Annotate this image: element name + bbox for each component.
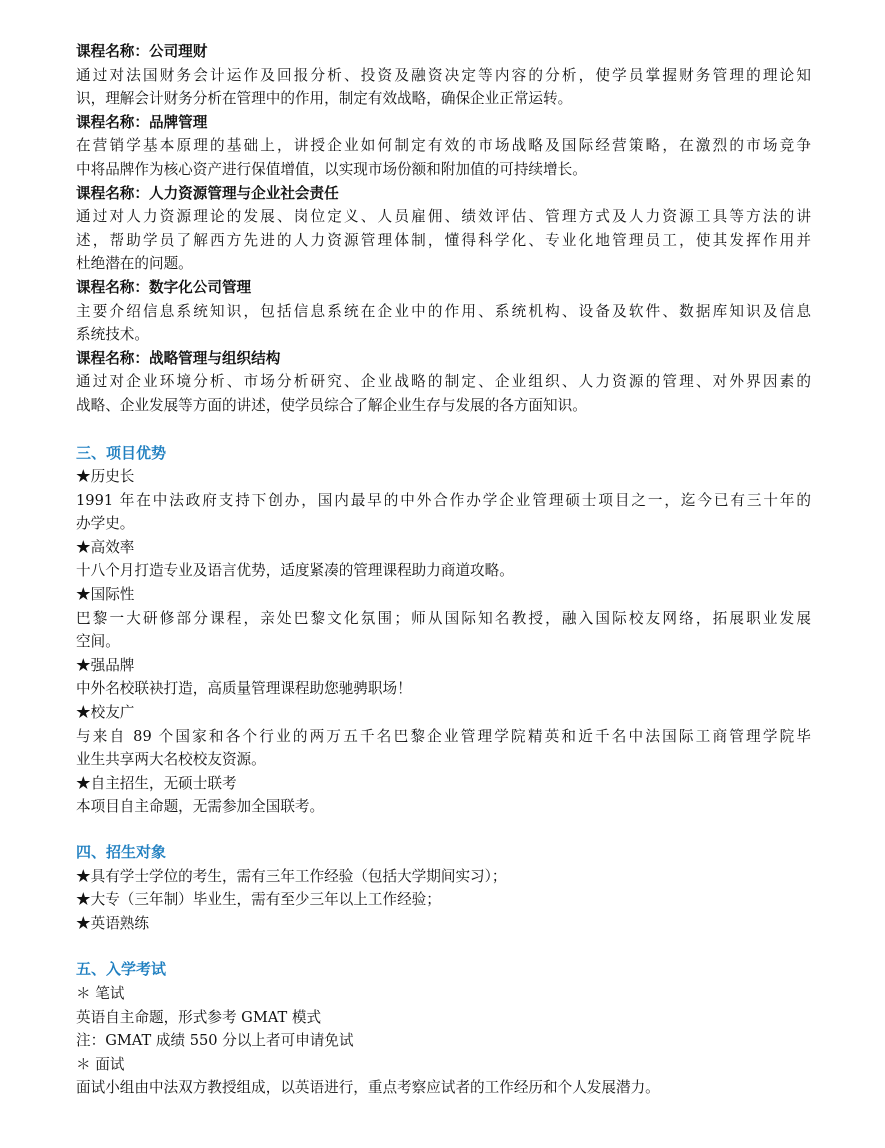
exam-line: ＊ 面试 — [76, 1055, 125, 1073]
course-desc-line: 中将品牌作为核心资产进行保值增值，以实现市场份额和附加值的可持续增长。 — [76, 160, 587, 178]
section-heading-exam: 五、入学考试 — [76, 960, 167, 979]
advantage-desc-line: 中外名校联袂打造，高质量管理课程助您驰骋职场！ — [76, 680, 412, 698]
advantage-label: ★历史长 — [76, 468, 135, 486]
document-page — [76, 40, 811, 1100]
course-desc-line: 述，帮助学员了解西方先进的人力资源管理体制，懂得科学化、专业化地管理员工，使其发挥作用并 — [76, 231, 811, 249]
section-heading-targets: 四、招生对象 — [76, 843, 167, 861]
course-desc-line: 通过对企业环境分析、市场分析研究、企业战略的制定、企业组织、人力资源的管理、对外界因素的 — [76, 373, 811, 391]
course-desc-line: 识，理解会计财务分析在管理中的作用，制定有效战略，确保企业正常运转。 — [76, 90, 573, 108]
course-title: 课程名称：品牌管理 — [76, 113, 208, 131]
section-heading-advantages: 三、项目优势 — [76, 443, 167, 462]
advantage-desc-line: 十八个月打造专业及语言优势，适度紧凑的管理课程助力商道攻略。 — [76, 562, 514, 580]
course-desc-line: 通过对法国财务会计运作及回报分析、投资及融资决定等内容的分析，使学员掌握财务管理的理论知 — [76, 66, 811, 84]
advantage-desc-line: 1991 年在中法政府支持下创办，国内最早的中外合作办学企业管理硕士项目之一，迄今已有三十年的 — [76, 491, 811, 509]
course-title: 课程名称：公司理财 — [76, 43, 208, 60]
course-desc-line: 在营销学基本原理的基础上，讲授企业如何制定有效的市场战略及国际经营策略，在激烈的市场竞争 — [76, 137, 811, 155]
course-title: 课程名称：数字化公司管理 — [76, 278, 252, 296]
advantage-desc-line: 与来自 89 个国家和各个行业的两万五千名巴黎企业管理学院精英和近千名中法国际工商管理学院毕 — [76, 727, 811, 745]
target-item: ★大专（三年制）毕业生，需有至少三年以上工作经验； — [76, 891, 441, 909]
target-item: ★英语熟练 — [76, 914, 149, 932]
advantage-label: ★国际性 — [76, 586, 135, 604]
course-desc-line: 主要介绍信息系统知识，包括信息系统在企业中的作用、系统机构、设备及软件、数据库知识及信息 — [76, 302, 811, 320]
course-title: 课程名称：人力资源管理与企业社会责任 — [76, 184, 339, 202]
advantage-desc-line: 业生共享两大名校校友资源。 — [76, 751, 266, 769]
course-desc-line: 通过对人力资源理论的发展、岗位定义、人员雇佣、绩效评估、管理方式及人力资源工具等方法的讲 — [76, 208, 811, 226]
course-desc-line: 系统技术。 — [76, 326, 149, 344]
exam-line: ＊ 笔试 — [76, 984, 125, 1002]
exam-line: 注：GMAT 成绩 550 分以上者可申请免试 — [76, 1032, 354, 1050]
advantage-label: ★自主招生，无硕士联考 — [76, 774, 237, 792]
advantage-desc-line: 办学史。 — [76, 515, 135, 533]
advantage-desc-line: 空间。 — [76, 633, 120, 651]
course-desc-line: 杜绝潜在的问题。 — [76, 255, 193, 273]
target-item: ★具有学士学位的考生，需有三年工作经验（包括大学期间实习）； — [76, 867, 507, 885]
course-title: 课程名称：战略管理与组织结构 — [76, 349, 281, 367]
advantage-desc-line: 本项目自主命题，无需参加全国联考。 — [76, 798, 325, 816]
advantage-label: ★强品牌 — [76, 656, 135, 674]
course-desc-line: 战略、企业发展等方面的讲述，使学员综合了解企业生存与发展的各方面知识。 — [76, 396, 587, 414]
exam-line: 英语自主命题，形式参考 GMAT 模式 — [76, 1008, 322, 1026]
advantage-label: ★校友广 — [76, 704, 135, 722]
exam-line: 面试小组由中法双方教授组成，以英语进行，重点考察应试者的工作经历和个人发展潜力。 — [76, 1079, 660, 1097]
advantage-desc-line: 巴黎一大研修部分课程，亲处巴黎文化氛围；师从国际知名教授，融入国际校友网络，拓展职业发展 — [76, 609, 811, 627]
advantage-label: ★高效率 — [76, 538, 135, 556]
